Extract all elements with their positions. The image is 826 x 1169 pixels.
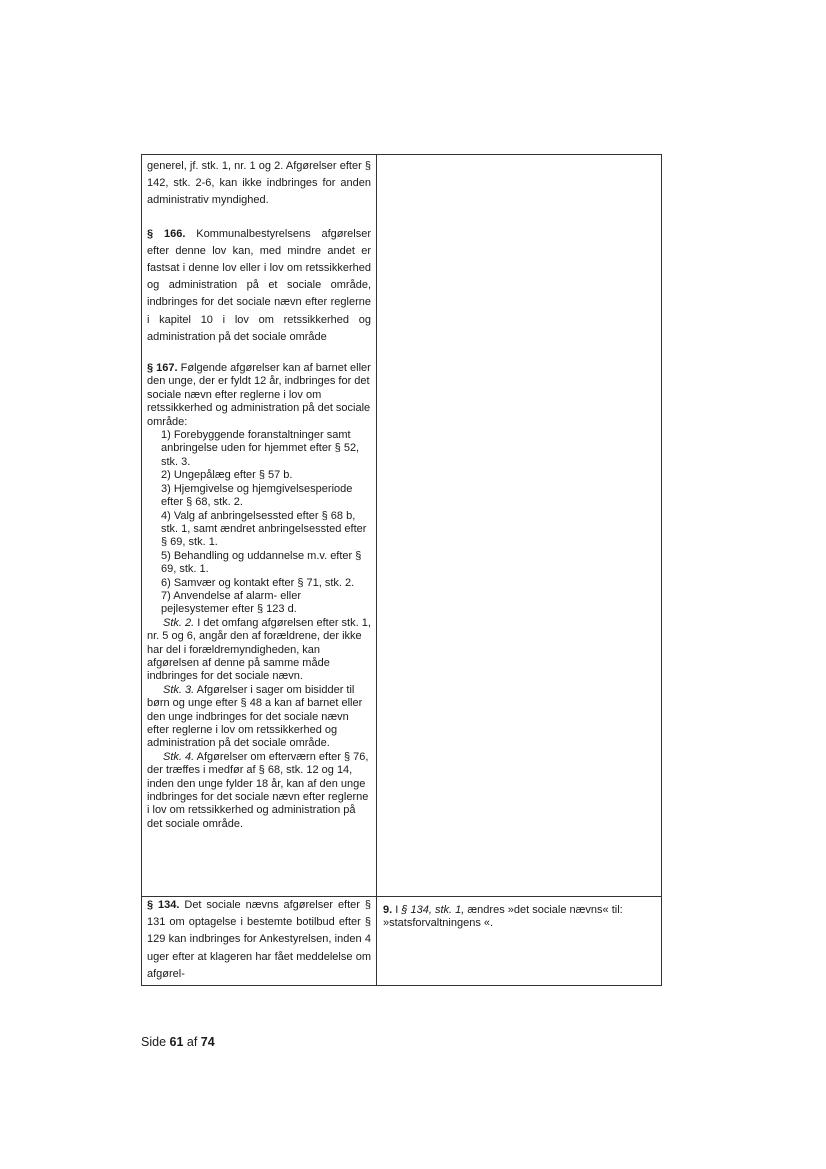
amendment-reference: § 134, stk. 1,	[401, 904, 465, 916]
stk-2-paragraph	[147, 617, 371, 684]
list-item: 7) Anvendelse af alarm- eller pejlesystemer efter § 123 d.	[161, 589, 302, 616]
table-row	[142, 897, 662, 986]
stk-2-label: Stk. 2.	[163, 616, 195, 629]
section-134-heading: § 134.	[147, 899, 180, 911]
stk-4-label: Stk. 4.	[163, 750, 195, 763]
list-item: 6) Samvær og kontakt efter § 71, stk. 2.	[161, 576, 355, 589]
amendment-number: 9.	[383, 904, 393, 916]
stk-4-text: Afgørelser om efterværn efter § 76, der træffes i medfør af § 68, stk. 12 og 14, inden den unge fylder 18 år, kan af den unge indbringes for det sociale nævn efter reglerne i lov om retssikkerhed og administration på det sociale område.	[147, 750, 369, 830]
section-166-paragraph	[147, 226, 371, 346]
section-134-paragraph	[147, 897, 371, 983]
section-166-text: Kommunalbestyrelsens afgørelser efter denne lov kan, med mindre andet er fastsat i denne lov eller i lov om retssikkerhed og administration på et sociale område, indbringes for det sociale nævn efter reglerne i kapitel 10 i lov om retssikkerhed og administration på det sociale område	[147, 227, 371, 343]
stk-2-text: I det omfang afgørelsen efter stk. 1, nr. 5 og 6, angår den af forældrene, der ikke har del i forældremyndigheden, kan afgørelsen af denne på samme måde indbringes for det sociale nævn.	[147, 616, 371, 683]
section-134-text: Det sociale nævns afgørelser efter § 131 om optagelse i bestemte botilbud efter § 129 kan indbringes for Ankestyrelsen, inden 4 uger efter at klageren har fået meddelelse om afgørel-	[147, 899, 371, 980]
section-166-heading: § 166.	[147, 227, 186, 240]
section-167-text: Følgende afgørelser kan af barnet eller den unge, der er fyldt 12 år, indbringes for det sociale nævn efter reglerne i lov om retssikkerhed og administration på det sociale område:	[147, 362, 371, 428]
section-167-paragraph	[147, 362, 371, 429]
list-item: 3) Hjemgivelse og hjemgivelsesperiode efter § 68, stk. 2.	[161, 482, 353, 509]
stk-3-label: Stk. 3.	[163, 683, 195, 696]
law-comparison-table	[141, 154, 662, 986]
amendment-cell-empty	[377, 155, 662, 897]
page-number: 61	[169, 1035, 184, 1049]
stk-3-paragraph	[147, 684, 371, 751]
stk-4-paragraph	[147, 751, 371, 831]
page-footer: Side 61 af 74	[141, 1035, 215, 1049]
list-item: 2) Ungepålæg efter § 57 b.	[161, 469, 293, 482]
table-row	[142, 155, 662, 897]
list-item: 5) Behandling og uddannelse m.v. efter § 69, stk. 1.	[161, 549, 362, 576]
stk-3-text: Afgørelser i sager om bisidder til børn og unge efter § 48 a kan af barnet eller den unge indbringes for det sociale nævn efter reglerne i lov om retssikkerhed og administration på det sociale område.	[147, 683, 363, 750]
current-law-cell	[142, 897, 377, 986]
list-item: 4) Valg af anbringelsessted efter § 68 b, stk. 1, samt ændret anbringelsessted efter § 69, stk. 1.	[161, 509, 367, 549]
list-item: 1) Forebyggende foranstaltninger samt anbringelse uden for hjemmet efter § 52, stk. 3.	[161, 429, 360, 468]
amendment-cell	[377, 897, 662, 986]
intro-paragraph: generel, jf. stk. 1, nr. 1 og 2. Afgørelser efter § 142, stk. 2-6, kan ikke indbringes for anden administrativ myndighed.	[147, 160, 371, 207]
section-167-heading: § 167.	[147, 362, 178, 375]
total-pages: 74	[200, 1035, 215, 1049]
amendment-9-paragraph: 9. I § 134, stk. 1, ændres »det sociale nævns« til: »statsforvaltningens «.	[383, 904, 623, 929]
current-law-cell	[142, 155, 377, 897]
